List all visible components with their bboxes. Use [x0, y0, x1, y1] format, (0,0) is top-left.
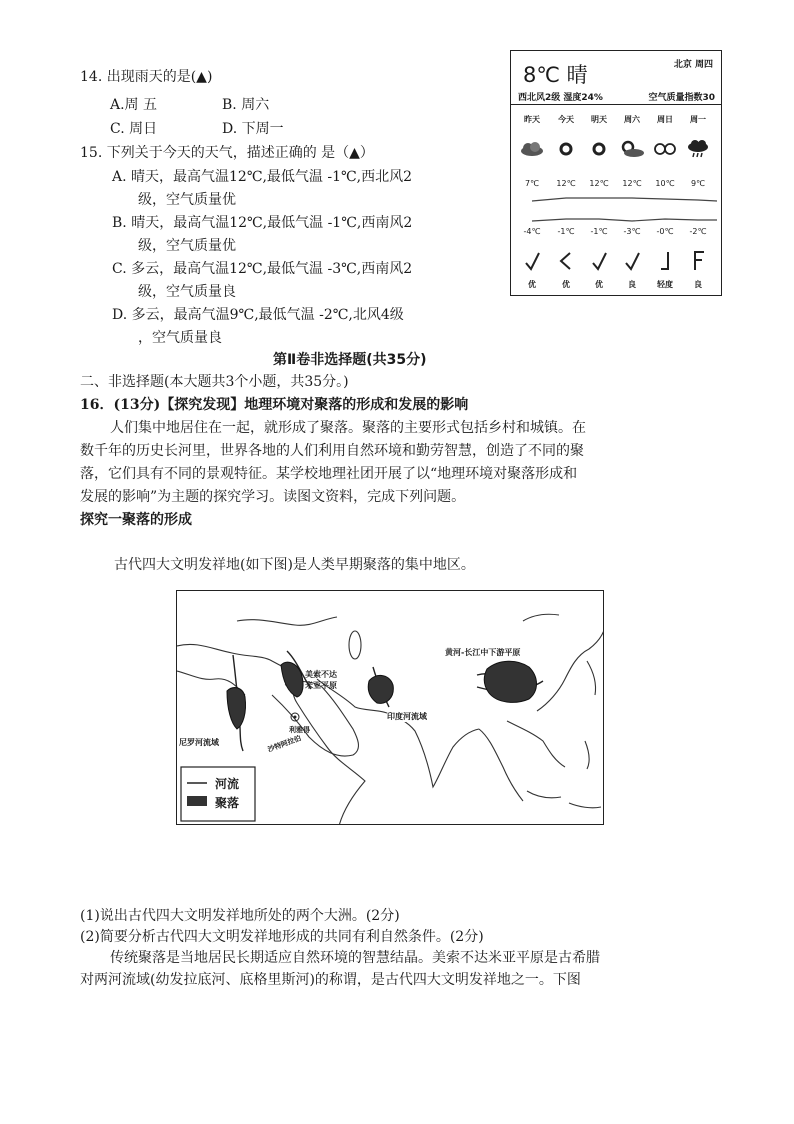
map-intro: 古代四大文明发祥地(如下图)是人类早期聚落的集中地区。	[114, 557, 475, 573]
q15-option-c: C. 多云，最高气温12℃,最低气温 -3℃,西南风2	[112, 261, 413, 277]
legend-settlement-label: 聚落	[215, 796, 240, 810]
paragraph-line: 对两河流域(幼发拉底河、底格里斯河)的称谓，是古代四大文明发祥地之一。下图	[80, 972, 581, 988]
air-quality-label: 轻度	[657, 280, 673, 289]
air-quality-label: 优	[562, 280, 570, 289]
label-indus: 印度河流域	[387, 712, 427, 721]
high-temp: 12℃	[556, 179, 576, 188]
fog-icon	[650, 139, 680, 159]
q15-option-a-cont: 级，空气质量优	[138, 192, 236, 208]
high-temp: 12℃	[622, 179, 642, 188]
cloudy-sun-icon	[617, 139, 647, 159]
low-temp: -2℃	[689, 227, 707, 236]
low-temp: -0℃	[656, 227, 674, 236]
day-label: 今天	[558, 115, 574, 124]
day-label: 昨天	[524, 115, 540, 124]
section-title: 第Ⅱ卷非选择题(共35分)	[273, 352, 427, 368]
air-quality-label: 良	[628, 280, 636, 289]
air-quality-index: 空气质量指数30	[648, 93, 715, 103]
day-label: 周日	[657, 115, 673, 124]
paragraph-line: 落，它们具有不同的景观特征。某学校地理社团开展了以“地理环境对聚落形成和	[80, 466, 578, 482]
divider	[511, 104, 721, 105]
settlement-mesopotamia	[281, 662, 303, 697]
current-temp: 8℃ 晴	[523, 63, 588, 87]
settlement-huanghe	[484, 661, 536, 702]
label-nile: 尼罗河流域	[179, 738, 219, 747]
q15-option-d-cont: ，空气质量良	[138, 330, 222, 346]
low-temp: -3℃	[623, 227, 641, 236]
day-label: 明天	[591, 115, 607, 124]
air-quality-label: 优	[595, 280, 603, 289]
label-huanghe: 黄河-长江中下游平原	[445, 648, 521, 657]
rain-icon	[683, 139, 713, 159]
wind-direction-icon	[551, 249, 581, 273]
q15-stem: 15. 下列关于今天的天气，描述正确的 是（▲）	[80, 145, 374, 161]
day-label: 周一	[690, 115, 706, 124]
temperature-curve	[511, 191, 723, 225]
question-1: (1)说出古代四大文明发祥地所处的两个大洲。(2分)	[80, 908, 400, 924]
city-day: 北京 周四	[673, 60, 713, 70]
q14-option-b: B. 周六	[222, 97, 270, 113]
high-temp: 12℃	[589, 179, 609, 188]
paragraph-line: 数千年的历史长河里，世界各地的人们利用自然环境和勤劳智慧，创造了不同的聚	[80, 443, 584, 459]
weather-widget	[510, 50, 722, 296]
low-temp: -4℃	[523, 227, 541, 236]
wind-humidity: 西北风2级 湿度24%	[518, 93, 603, 103]
q15-option-d: D. 多云，最高气温9℃,最低气温 -2℃,北风4级	[112, 307, 404, 323]
q14-option-d: D. 下周一	[222, 121, 284, 137]
paragraph-line: 发展的影响”为主题的探究学习。读图文资料，完成下列问题。	[80, 489, 466, 505]
high-temp: 10℃	[655, 179, 675, 188]
explore-heading: 探究一聚落的形成	[80, 512, 192, 528]
paragraph-line: 人们集中地居住在一起，就形成了聚落。聚落的主要形式包括乡村和城镇。在	[110, 420, 586, 436]
question-2: (2)简要分析古代四大文明发祥地形成的共同有利自然条件。(2分)	[80, 929, 484, 945]
low-temp: -1℃	[590, 227, 608, 236]
low-temp: -1℃	[557, 227, 575, 236]
legend-settlement-symbol	[187, 796, 207, 806]
q15-option-b-cont: 级，空气质量优	[138, 238, 236, 254]
wind-direction-icon	[517, 249, 547, 273]
label-saudi: 沙特阿拉伯	[266, 734, 303, 754]
high-temp: 7℃	[524, 179, 540, 188]
wind-direction-icon	[650, 249, 680, 273]
q15-option-c-cont: 级，空气质量良	[138, 284, 236, 300]
q14-stem: 14. 出现雨天的是(▲)	[80, 69, 213, 85]
high-temp: 9℃	[690, 179, 706, 188]
wind-direction-icon	[617, 249, 647, 273]
label-mesopotamia: 美索不达 米亚平原	[305, 670, 337, 690]
label-riyadh: 利雅得	[289, 726, 310, 734]
cloudy-icon	[517, 139, 547, 159]
settlement-nile	[227, 688, 246, 729]
settlement-indus	[368, 675, 393, 703]
q15-option-a: A. 晴天，最高气温12℃,最低气温 -1℃,西北风2	[112, 169, 413, 185]
legend-river-label: 河流	[215, 777, 240, 791]
wind-direction-icon	[584, 249, 614, 273]
sunny-icon	[584, 139, 614, 159]
section-subtitle: 二、非选择题(本大题共3个小题，共35分。)	[80, 374, 349, 390]
q14-option-c: C. 周日	[110, 121, 158, 137]
air-quality-label: 良	[694, 280, 702, 289]
q14-option-a: A.周 五	[110, 97, 158, 113]
q16-title: 16．(13分)【探究发现】地理环境对聚落的形成和发展的影响	[80, 397, 469, 413]
sunny-icon	[551, 139, 581, 159]
day-label: 周六	[624, 115, 640, 124]
map-drawing	[177, 591, 604, 825]
paragraph-line: 传统聚落是当地居民长期适应自然环境的智慧结晶。美索不达米亚平原是古希腊	[110, 950, 600, 966]
q15-option-b: B. 晴天，最高气温12℃,最低气温 -1℃,西南风2	[112, 215, 413, 231]
wind-direction-icon	[683, 249, 713, 273]
civilization-map	[176, 590, 604, 825]
air-quality-label: 优	[528, 280, 536, 289]
